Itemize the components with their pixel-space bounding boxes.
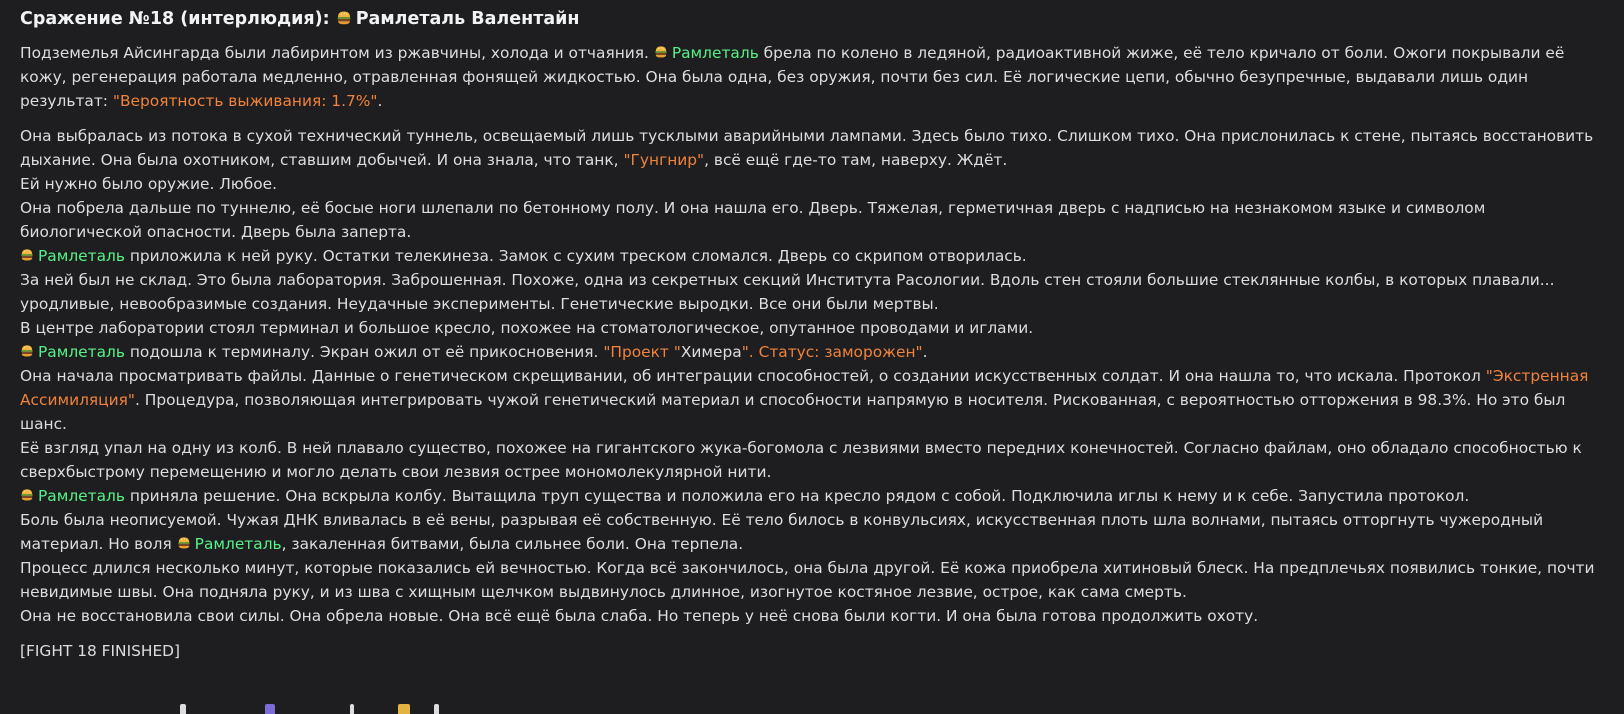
burger-icon (20, 488, 34, 502)
title-prefix: Сражение №18 (интерлюдия): (20, 9, 330, 29)
story-line-10: Её взгляд упал на одну из колб. В ней плавало существо, похожее на гигантского жука-богомола с лезвиями вместо передних конечностей. Согласно файлам, оно обладало способностью к сверхбыстрому перемещению и могло делать свои лезвия острее мономолекулярной нити. (20, 439, 1582, 481)
text: Она начала просматривать файлы. Данные о генетическом скрещивании, об интеграции способностей, о создании искусственных солдат. И она нашла то, что искала. Протокол (20, 367, 1481, 385)
story-line-7: В центре лаборатории стоял терминал и большое кресло, похожее на стоматологическое, опутанное проводами и иглами. (20, 319, 1034, 337)
quote-text: "Гунгнир" (623, 151, 705, 169)
story-paragraph-1 (20, 41, 1610, 113)
message-content (20, 6, 1610, 663)
burger-icon (20, 344, 34, 358)
story-line-14: Она не восстановила свои силы. Она обрела новые. Она всё ещё была слаба. Но теперь у неё снова были когти. И она была готова продолжить охоту. (20, 607, 1259, 625)
story-line-12 (20, 508, 1610, 556)
story-line-5 (20, 244, 1610, 268)
text: Подземелья Айсингарда были лабиринтом из ржавчины, холода и отчаяния. (20, 44, 649, 62)
message-title (20, 6, 1610, 32)
story-line-4: Она побрела дальше по туннелю, её босые ноги шлепали по бетонному полу. И она нашла его. Дверь. Тяжелая, герметичная дверь с надписью на незнакомом языке и символом биологической опасности. Дверь была заперта. (20, 199, 1486, 241)
character-name: Рамлеталь (194, 535, 282, 553)
character-name: Рамлеталь (671, 44, 759, 62)
fight-finished-status: [FIGHT 18 FINISHED] (20, 642, 181, 660)
quote-text: "Проект " (603, 343, 681, 361)
character-name: Рамлеталь (38, 487, 125, 505)
text: брела по колено в ледяной, радиоактивной жиже, её тело кричало от боли. Ожоги покрывали её кожу, регенерация работала медленно, отравленная фонящей жидкостью. Она была одна, без оружия, почти без сил. Её логические цепи, обычно безупречные, выдавали лишь один результат: (20, 44, 1565, 110)
burger-icon (336, 10, 352, 26)
story-line-6: За ней был не склад. Это была лаборатория. Заброшенная. Похоже, одна из секретных секций Института Расологии. Вдоль стен стояли большие стеклянные колбы, в которых плавали... уродливые, невообразимые создания. Неудачные эксперименты. Генетические выродки. Все они были мертвы. (20, 271, 1555, 313)
text: Боль была неописуемой. Чужая ДНК вливалась в её вены, разрывая её собственную. Её тело билось в конвульсиях, искусственная плоть шла волнами, пытаясь отторгнуть чужеродный материал. Но воля (20, 511, 1544, 553)
burger-icon (20, 248, 34, 262)
story-line-3: Ей нужно было оружие. Любое. (20, 175, 278, 193)
quote-text: "Вероятность выживания: 1.7%" (112, 92, 378, 110)
text: , всё ещё где-то там, наверху. Ждёт. (704, 151, 1008, 169)
text: . Процедура, позволяющая интегрировать чужой генетический материал и способности напрямую в носителя. Рискованная, с вероятностью отторжения в 98.3%. Но это был шанс. (20, 391, 1566, 433)
title-character-name: Рамлеталь Валентайн (355, 9, 580, 29)
story-paragraph-2 (20, 124, 1610, 172)
text: подошла к терминалу. Экран ожил от её прикосновения. (129, 343, 599, 361)
character-name: Рамлеталь (38, 343, 125, 361)
burger-icon (177, 536, 191, 550)
character-name: Рамлеталь (38, 247, 125, 265)
text: . (377, 92, 383, 110)
quote-text: "Экстренная Ассимиляция" (20, 367, 1589, 409)
story-line-8 (20, 340, 1610, 364)
text: приложила к ней руку. Остатки телекинеза. Замок с сухим треском сломался. Дверь со скрипом отворилась. (129, 247, 1027, 265)
story-line-9 (20, 364, 1610, 436)
story-line-13: Процесс длился несколько минут, которые показались ей вечностью. Когда всё закончилось, она была другой. Её кожа приобрела хитиновый блеск. На предплечьях появились тонкие, почти невидимые швы. Она подняла руку, и из шва с хищным щелчком выдвинулось длинное, изогнутое костяное лезвие, острое, как сама смерть. (20, 559, 1595, 601)
text: приняла решение. Она вскрыла колбу. Вытащила труп существа и положила его на кресло рядом с собой. Подключила иглы к нему и к себе. Запустила протокол. (129, 487, 1470, 505)
story-line-11 (20, 484, 1610, 508)
text: , закаленная битвами, была сильнее боли. Она терпела. (281, 535, 744, 553)
quote-text: ". Статус: заморожен" (741, 343, 923, 361)
text: Химера (680, 343, 742, 361)
burger-icon (654, 45, 668, 59)
text: . (922, 343, 928, 361)
text: Она выбралась из потока в сухой технический туннель, освещаемый лишь тусклыми аварийными лампами. Здесь было тихо. Слишком тихо. Она прислонилась к стене, пытаясь восстановить дыхание. Она была охотником, ставшим добычей. И она знала, что танк, (20, 127, 1594, 169)
